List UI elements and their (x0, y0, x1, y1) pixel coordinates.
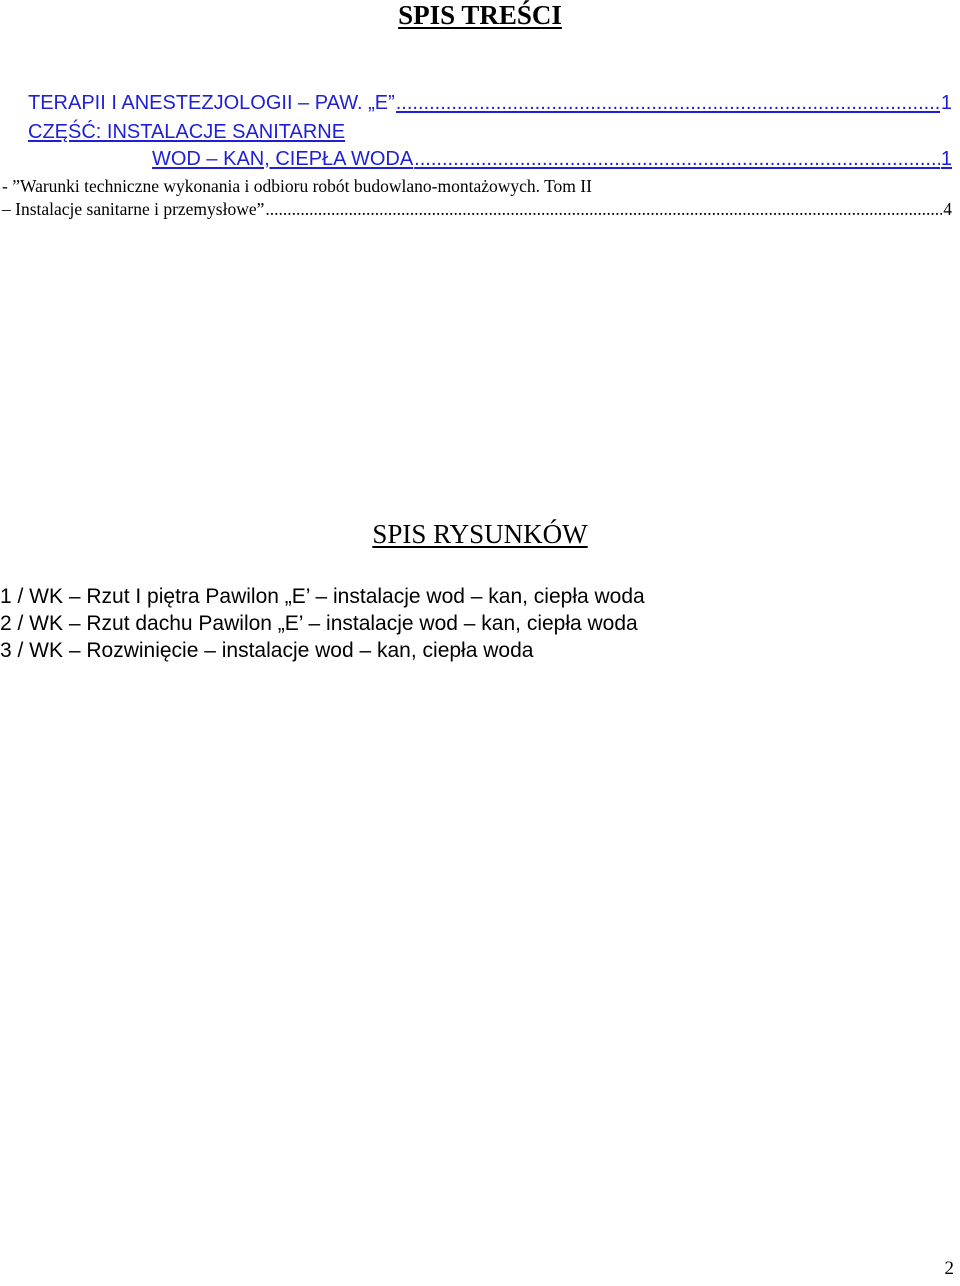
figure-item: 2 / WK – Rzut dachu Pawilon „E’ – instalacje wod – kan, ciepła woda (0, 612, 638, 635)
toc-entry-label[interactable]: WOD – KAN, CIEPŁA WODA (152, 148, 414, 170)
page-number: 2 (944, 1258, 954, 1279)
toc-entry[interactable] (152, 148, 952, 171)
figure-item: 1 / WK – Rzut I piętra Pawilon „E’ – instalacje wod – kan, ciepła woda (0, 585, 645, 608)
toc-entry-label[interactable]: TERAPII I ANESTEZJOLOGII – PAW. „E” (28, 92, 395, 114)
toc-leader-dots (265, 199, 942, 220)
toc-entry-page[interactable]: 1 (940, 148, 952, 170)
toc-entry-page[interactable]: 4 (943, 199, 952, 219)
toc-entry-page[interactable]: 1 (940, 92, 952, 114)
toc-entry (2, 176, 592, 197)
toc-entry[interactable] (2, 199, 952, 220)
toc-entry-label[interactable]: CZĘŚĆ: INSTALACJE SANITARNE (28, 121, 346, 143)
toc-entry[interactable] (28, 121, 345, 144)
figure-item: 3 / WK – Rozwinięcie – instalacje wod – kan, ciepła woda (0, 639, 534, 662)
toc-entry-label: - ”Warunki techniczne wykonania i odbioru robót budowlano-montażowych. Tom II (2, 176, 592, 196)
toc-leader-dots (414, 148, 940, 171)
toc-leader-dots (396, 92, 940, 115)
figures-heading: SPIS RYSUNKÓW (372, 519, 588, 549)
toc-entry-label[interactable]: – Instalacje sanitarne i przemysłowe” (2, 199, 265, 219)
toc-heading: SPIS TREŚCI (398, 0, 562, 30)
toc-entry[interactable] (28, 92, 952, 115)
